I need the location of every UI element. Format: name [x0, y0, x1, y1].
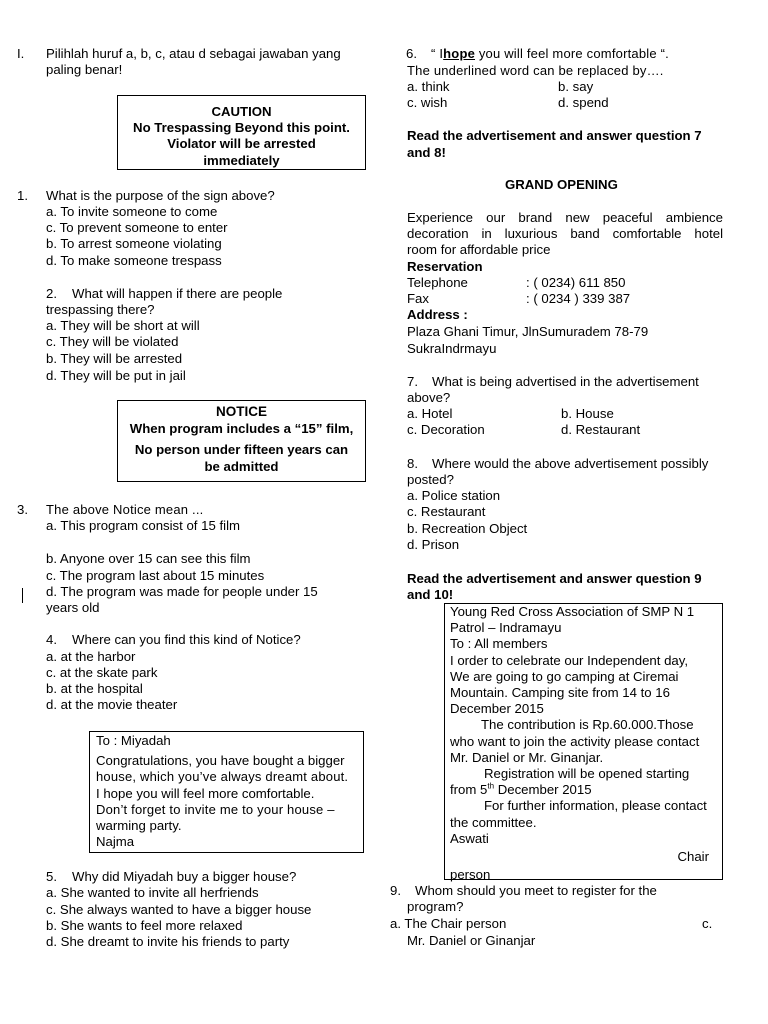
reservation-label: Reservation — [407, 259, 483, 274]
pmr-line: I order to celebrate our Independent day, — [450, 652, 689, 668]
q9-line1: Whom should you meet to register for the — [415, 883, 657, 898]
caution-line3: immediately — [203, 152, 280, 168]
instruction-line2: paling benar! — [46, 62, 123, 77]
q6-post: you will feel more comfortable “. — [475, 46, 669, 61]
ad-line3: room for affordable price — [407, 242, 551, 257]
q6-pre: “ I — [431, 46, 444, 61]
pmr-line: Registration will be opened starting — [484, 766, 690, 782]
caution-line1: No Trespassing Beyond this point. — [133, 120, 350, 136]
q8-line1: Where would the above advertisement possibly — [432, 456, 709, 471]
q4-number: 4. — [46, 632, 57, 647]
q3-option[interactable]: b. Anyone over 15 can see this film — [46, 551, 251, 566]
address-label: Address : — [407, 307, 468, 322]
q7-option-d[interactable]: d. Restaurant — [561, 422, 641, 437]
q7-line1: What is being advertised in the advertisement — [432, 374, 699, 389]
fax-value: : ( 0234 ) 339 387 — [526, 291, 631, 306]
letter-line1: Congratulations, you have bought a bigger — [96, 753, 345, 769]
q1-option[interactable]: b. To arrest someone violating — [46, 236, 222, 251]
q9-number: 9. — [390, 883, 401, 898]
address-line2: SukraIndrmayu — [407, 341, 497, 356]
notice-line1: When program includes a “15” film, — [129, 421, 354, 436]
q4-question: Where can you find this kind of Notice? — [72, 632, 301, 647]
q3-question: The above Notice mean ... — [46, 502, 204, 517]
q2-line2: trespassing there? — [46, 302, 155, 317]
q3-option[interactable]: c. The program last about 15 minutes — [46, 568, 265, 583]
q7-option-a[interactable]: a. Hotel — [407, 406, 453, 421]
pmr-line: The contribution is Rp.60.000.Those — [481, 717, 694, 733]
notice-line3: be admitted — [204, 459, 279, 474]
pmr-line: We are going to go camping at Ciremai — [450, 668, 679, 684]
letter-line2: house, which you’ve always dreamt about. — [96, 769, 349, 785]
notice-title: NOTICE — [215, 404, 267, 419]
q5-option[interactable]: a. She wanted to invite all herfriends — [46, 885, 259, 900]
q1-option[interactable]: c. To prevent someone to enter — [46, 220, 228, 235]
read-9-10-line2: and 10! — [407, 587, 454, 602]
notice-line2: No person under fifteen years can — [134, 442, 349, 457]
q2-number: 2. — [46, 286, 57, 301]
notice-sign — [117, 400, 366, 482]
pmr-line: Aswati — [450, 830, 489, 846]
q8-option[interactable]: b. Recreation Object — [407, 521, 528, 536]
q2-option[interactable]: b. They will be arrested — [46, 351, 183, 366]
q3-number: 3. — [17, 502, 28, 517]
q2-line1: What will happen if there are people — [72, 286, 283, 301]
q6-option-b[interactable]: b. say — [558, 79, 594, 94]
pmr-line: the committee. — [450, 814, 537, 830]
q5-option[interactable]: c. She always wanted to have a bigger house — [46, 902, 312, 917]
letter-line5: warming party. — [96, 818, 182, 834]
caution-sign — [117, 95, 366, 170]
q9-option-c[interactable]: c. — [702, 916, 713, 931]
q4-option[interactable]: c. at the skate park — [46, 665, 158, 680]
q9-line2: program? — [407, 899, 464, 914]
address-line1: Plaza Ghani Timur, JlnSumuradem 78-79 — [407, 324, 649, 339]
read-7-8-line1: Read the advertisement and answer question 7 — [407, 128, 702, 143]
q4-option[interactable]: a. at the harbor — [46, 649, 136, 664]
q8-number: 8. — [407, 456, 418, 471]
q3-option[interactable]: a. This program consist of 15 film — [46, 518, 240, 533]
pmr-date-post: December 2015 — [494, 782, 592, 798]
letter-line4: Don’t forget to invite me to your house – — [96, 801, 335, 817]
q7-option-c[interactable]: c. Decoration — [407, 422, 485, 437]
q5-number: 5. — [46, 869, 57, 884]
q9-option-a[interactable]: a. The Chair person — [390, 916, 507, 931]
q7-number: 7. — [407, 374, 418, 389]
q2-option[interactable]: c. They will be violated — [46, 334, 179, 349]
ad-line2: decoration in luxurious band comfortable hotel — [407, 226, 723, 241]
text-cursor — [22, 588, 23, 603]
q3-option[interactable]: d. The program was made for people under 15 — [46, 584, 318, 599]
q7-option-b[interactable]: b. House — [561, 406, 614, 421]
pmr-date-pre: from 5 — [450, 782, 488, 798]
telephone-label: Telephone — [407, 275, 468, 290]
q3-option-continued: years old — [46, 600, 100, 615]
q6-number: 6. — [406, 46, 417, 61]
pmr-line: Chair — [677, 849, 709, 865]
pmr-line: Young Red Cross Association of SMP N 1 — [450, 604, 695, 619]
read-7-8-line2: and 8! — [407, 145, 446, 160]
q7-line2: above? — [407, 390, 451, 405]
pmr-line: who want to join the activity please contact — [450, 733, 700, 749]
ad-line1: Experience our brand new peaceful ambience — [407, 210, 723, 225]
q6-option-a[interactable]: a. think — [407, 79, 450, 94]
q2-option[interactable]: d. They will be put in jail — [46, 368, 186, 383]
q8-option[interactable]: a. Police station — [407, 488, 501, 503]
q6-question — [431, 46, 669, 62]
letter-line3: I hope you will feel more comfortable. — [96, 785, 315, 801]
q1-number: 1. — [17, 188, 28, 203]
pmr-line: To : All members — [450, 636, 548, 652]
q4-option[interactable]: d. at the movie theater — [46, 697, 178, 712]
q1-option[interactable]: a. To invite someone to come — [46, 204, 218, 219]
pmr-line — [450, 782, 722, 798]
pmr-line: person — [450, 867, 491, 883]
letter-to: To : Miyadah — [96, 733, 171, 748]
pmr-line: Mr. Daniel or Mr. Ginanjar. — [450, 749, 604, 765]
pmr-date-sup: th — [487, 781, 495, 791]
q2-option[interactable]: a. They will be short at will — [46, 318, 200, 333]
fax-label: Fax — [407, 291, 429, 306]
grand-opening-title: GRAND OPENING — [505, 177, 618, 192]
q8-option[interactable]: d. Prison — [407, 537, 460, 552]
instruction-number: I. — [17, 46, 25, 61]
instruction-line1: Pilihlah huruf a, b, c, atau d sebagai jawaban yang — [46, 46, 341, 61]
pmr-line: Mountain. Camping site from 14 to 16 — [450, 685, 670, 701]
caution-title: CAUTION — [211, 104, 272, 119]
pmr-line: Patrol – Indramayu — [450, 620, 562, 636]
q6-option-c[interactable]: c. wish — [407, 95, 448, 110]
q5-question: Why did Miyadah buy a bigger house? — [72, 869, 297, 884]
telephone-value: : ( 0234) 611 850 — [526, 275, 626, 290]
q8-line2: posted? — [407, 472, 454, 487]
q5-option[interactable]: d. She dreamt to invite his friends to party — [46, 934, 290, 949]
letter-box — [89, 731, 364, 853]
q6-line2: The underlined word can be replaced by…. — [407, 63, 664, 78]
q8-option[interactable]: c. Restaurant — [407, 504, 486, 519]
read-9-10-line1: Read the advertisement and answer question 9 — [407, 571, 702, 586]
q6-option-d[interactable]: d. spend — [558, 95, 609, 110]
caution-line2: Violator will be arrested — [167, 136, 316, 152]
q9-option-c-text[interactable]: Mr. Daniel or Ginanjar — [407, 933, 536, 948]
pmr-line: December 2015 — [450, 701, 544, 717]
q6-underlined-word: hope — [443, 46, 476, 61]
q4-option[interactable]: b. at the hospital — [46, 681, 143, 696]
q1-option[interactable]: d. To make someone trespass — [46, 253, 222, 268]
q5-option[interactable]: b. She wants to feel more relaxed — [46, 918, 243, 933]
pmr-line: For further information, please contact — [484, 798, 707, 814]
letter-line6: Najma — [96, 834, 135, 850]
camping-announcement-box — [444, 603, 723, 883]
q1-question: What is the purpose of the sign above? — [46, 188, 275, 203]
